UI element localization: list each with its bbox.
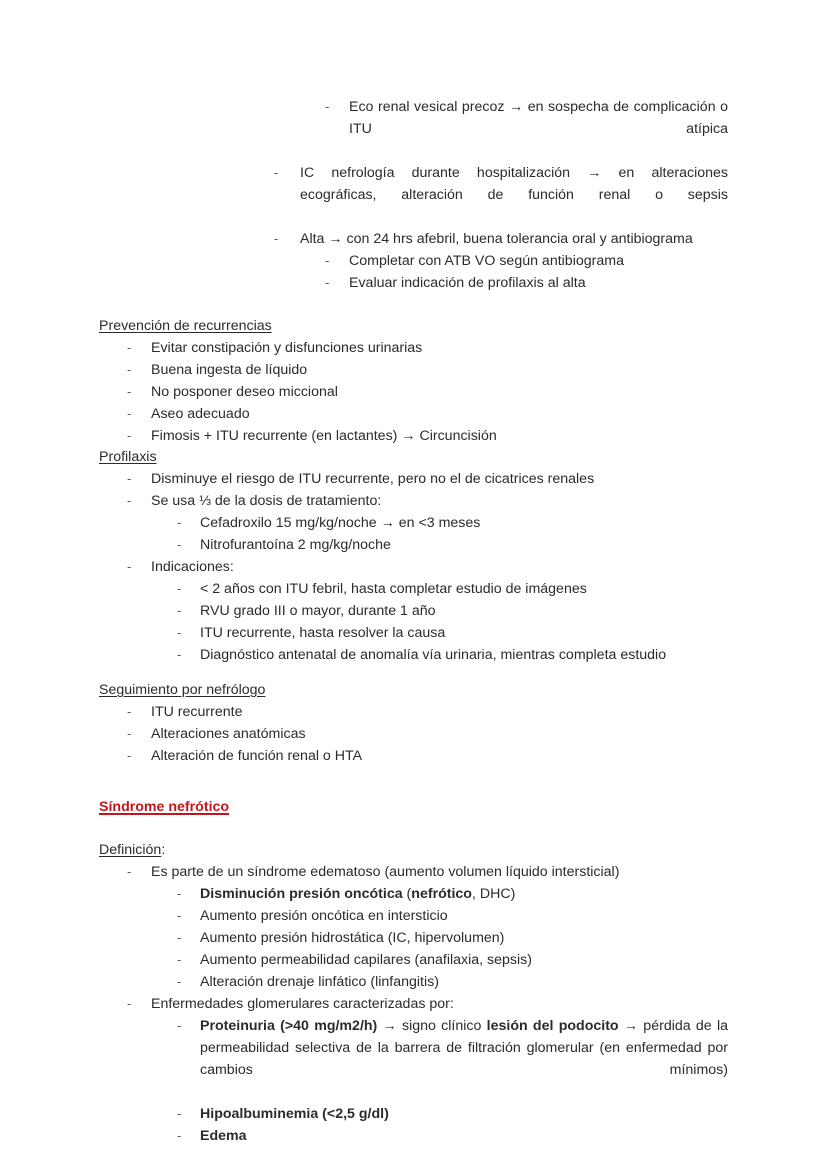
emphasis-text: Edema <box>200 1128 247 1144</box>
list-item-text: Nitrofurantoína 2 mg/kg/noche <box>200 537 391 553</box>
bullet-dash: - <box>177 1128 182 1143</box>
section-spacer <box>99 767 728 797</box>
list-item <box>325 272 728 294</box>
list-item <box>127 425 728 447</box>
list-item <box>177 600 728 622</box>
page-title-text: Síndrome nefrótico <box>99 799 230 815</box>
list-item-text: Aumento permeabilidad capilares (anafilaxia, sepsis) <box>200 952 532 968</box>
emphasis-text: Disminución presión oncótica <box>200 886 403 902</box>
bullet-dash: - <box>177 886 182 901</box>
list-item <box>177 927 728 949</box>
list-item-text <box>200 1103 728 1125</box>
list-item-text: Se usa ⅓ de la dosis de tratamiento: <box>151 493 382 509</box>
list-item-text: Diagnóstico antenatal de anomalía vía urinaria, mientras completa estudio <box>200 647 667 663</box>
list-item <box>127 337 728 359</box>
bullet-dash: - <box>127 748 132 763</box>
bullet-dash: - <box>127 559 132 574</box>
bullet-dash: - <box>274 231 279 246</box>
list-item-text: Fimosis + ITU recurrente (en lactantes) → Circuncisión <box>151 428 497 444</box>
list-item <box>177 534 728 556</box>
bullet-dash: - <box>127 864 132 879</box>
list-item <box>127 468 728 490</box>
bullet-dash: - <box>177 1106 182 1121</box>
list-item-text: Evitar constipación y disfunciones urinarias <box>151 340 423 356</box>
bullet-dash: - <box>177 974 182 989</box>
bullet-dash: - <box>177 647 182 662</box>
section-spacer <box>99 294 728 316</box>
list-item-text: No posponer deseo miccional <box>151 384 338 400</box>
bullet-dash: - <box>127 704 132 719</box>
section-spacer <box>99 666 728 680</box>
list-item-text: Enfermedades glomerulares caracterizadas por: <box>151 996 454 1012</box>
section-heading-profilaxis <box>99 447 728 468</box>
list-item-text: Disminuye el riesgo de ITU recurrente, pero no el de cicatrices renales <box>151 471 595 487</box>
bullet-dash: - <box>177 515 182 530</box>
list-item-text: Completar con ATB VO según antibiograma <box>349 253 624 269</box>
top-continuation-block <box>99 96 728 294</box>
list-item-text: Aumento presión oncótica en intersticio <box>200 908 448 924</box>
emphasis-text: lesión del podocito <box>486 1018 619 1034</box>
bullet-dash: - <box>177 1018 182 1033</box>
list-item-text: Aumento presión hidrostática (IC, hipervolumen) <box>200 930 505 946</box>
list-item-text: Eco renal vesical precoz → en sospecha de complicación o ITU atípica <box>349 99 728 137</box>
heading-colon: : <box>161 842 166 858</box>
list-item <box>274 162 728 228</box>
plain-text: ( <box>402 886 412 902</box>
bullet-dash: - <box>127 996 132 1011</box>
list-item <box>274 228 728 250</box>
plain-text: → pérdida de la permeabilidad selectiva de la barrera de filtración glomerular (en enfermedad por cambios mínimos) <box>200 1018 728 1078</box>
bullet-dash: - <box>127 340 132 355</box>
section-prevencion <box>99 316 728 447</box>
list-item-text: Alteración de función renal o HTA <box>151 748 363 764</box>
page-title-sindrome-nefrotico <box>99 797 728 818</box>
list-item-text: IC nefrología durante hospitalización → en alteraciones ecográficas, alteración de función renal o sepsis <box>300 165 728 203</box>
list-item <box>177 578 728 600</box>
list-item <box>127 723 728 745</box>
bullet-dash: - <box>127 406 132 421</box>
bullet-dash: - <box>127 428 132 443</box>
heading-text: Seguimiento por nefrólogo <box>99 682 266 698</box>
list-item <box>325 96 728 162</box>
plain-text: , DHC) <box>471 886 516 902</box>
list-item-text: Alta → con 24 hrs afebril, buena tolerancia oral y antibiograma <box>300 231 693 247</box>
list-item <box>177 622 728 644</box>
bullet-dash: - <box>127 493 132 508</box>
bullet-dash: - <box>177 581 182 596</box>
list-item <box>127 993 728 1015</box>
bullet-dash: - <box>177 625 182 640</box>
list-item-text: Es parte de un síndrome edematoso (aumento volumen líquido intersticial) <box>151 864 620 880</box>
list-item <box>177 883 728 905</box>
list-item <box>127 490 728 512</box>
emphasis-text: Hipoalbuminemia (<2,5 g/dl) <box>200 1106 389 1122</box>
document-content <box>99 96 728 1147</box>
list-item <box>127 556 728 578</box>
list-item <box>127 701 728 723</box>
plain-text: → signo clínico <box>377 1018 487 1034</box>
bullet-dash: - <box>177 603 182 618</box>
list-item-text <box>200 1015 728 1103</box>
list-item-text: Evaluar indicación de profilaxis al alta <box>349 275 586 291</box>
list-item <box>127 403 728 425</box>
list-item <box>177 512 728 534</box>
list-item <box>177 905 728 927</box>
bullet-dash: - <box>325 275 330 290</box>
emphasis-text: nefrótico <box>411 886 472 902</box>
bullet-dash: - <box>177 930 182 945</box>
heading-text: Definición <box>99 842 162 858</box>
section-heading-seguimiento <box>99 680 728 701</box>
section-seguimiento <box>99 680 728 767</box>
list-item-text: ITU recurrente <box>151 704 243 720</box>
list-item-text: Cefadroxilo 15 mg/kg/noche → en <3 meses <box>200 515 481 531</box>
bullet-dash: - <box>325 253 330 268</box>
section-definicion <box>99 840 728 1147</box>
list-item-text: RVU grado III o mayor, durante 1 año <box>200 603 436 619</box>
emphasis-text: Proteinuria (>40 mg/m2/h) <box>200 1018 378 1034</box>
bullet-dash: - <box>177 908 182 923</box>
list-item-text: Alteraciones anatómicas <box>151 726 306 742</box>
bullet-dash: - <box>177 952 182 967</box>
list-item <box>177 1015 728 1103</box>
list-item-text: ITU recurrente, hasta resolver la causa <box>200 625 446 641</box>
list-item <box>127 745 728 767</box>
list-item-text <box>200 1125 728 1147</box>
heading-text: Profilaxis <box>99 449 157 465</box>
bullet-dash: - <box>127 384 132 399</box>
list-item <box>127 861 728 883</box>
bullet-dash: - <box>177 537 182 552</box>
heading-text: Prevención de recurrencias <box>99 318 272 334</box>
list-item-text <box>200 883 728 905</box>
list-item <box>177 644 728 666</box>
list-item <box>127 359 728 381</box>
section-heading-prevencion <box>99 316 728 337</box>
list-item <box>177 1103 728 1125</box>
section-heading-definicion <box>99 840 728 861</box>
list-item <box>177 1125 728 1147</box>
list-item-text: Indicaciones: <box>151 559 234 575</box>
list-item-text: < 2 años con ITU febril, hasta completar estudio de imágenes <box>200 581 587 597</box>
bullet-dash: - <box>127 471 132 486</box>
bullet-dash: - <box>325 99 330 114</box>
bullet-dash: - <box>127 726 132 741</box>
list-item <box>325 250 728 272</box>
list-item <box>177 971 728 993</box>
bullet-dash: - <box>127 362 132 377</box>
list-item-text: Buena ingesta de líquido <box>151 362 308 378</box>
list-item <box>177 949 728 971</box>
section-spacer <box>99 818 728 840</box>
section-profilaxis <box>99 447 728 666</box>
bullet-dash: - <box>274 165 279 180</box>
list-item <box>127 381 728 403</box>
list-item-text: Aseo adecuado <box>151 406 250 422</box>
list-item-text: Alteración drenaje linfático (linfangitis) <box>200 974 439 990</box>
